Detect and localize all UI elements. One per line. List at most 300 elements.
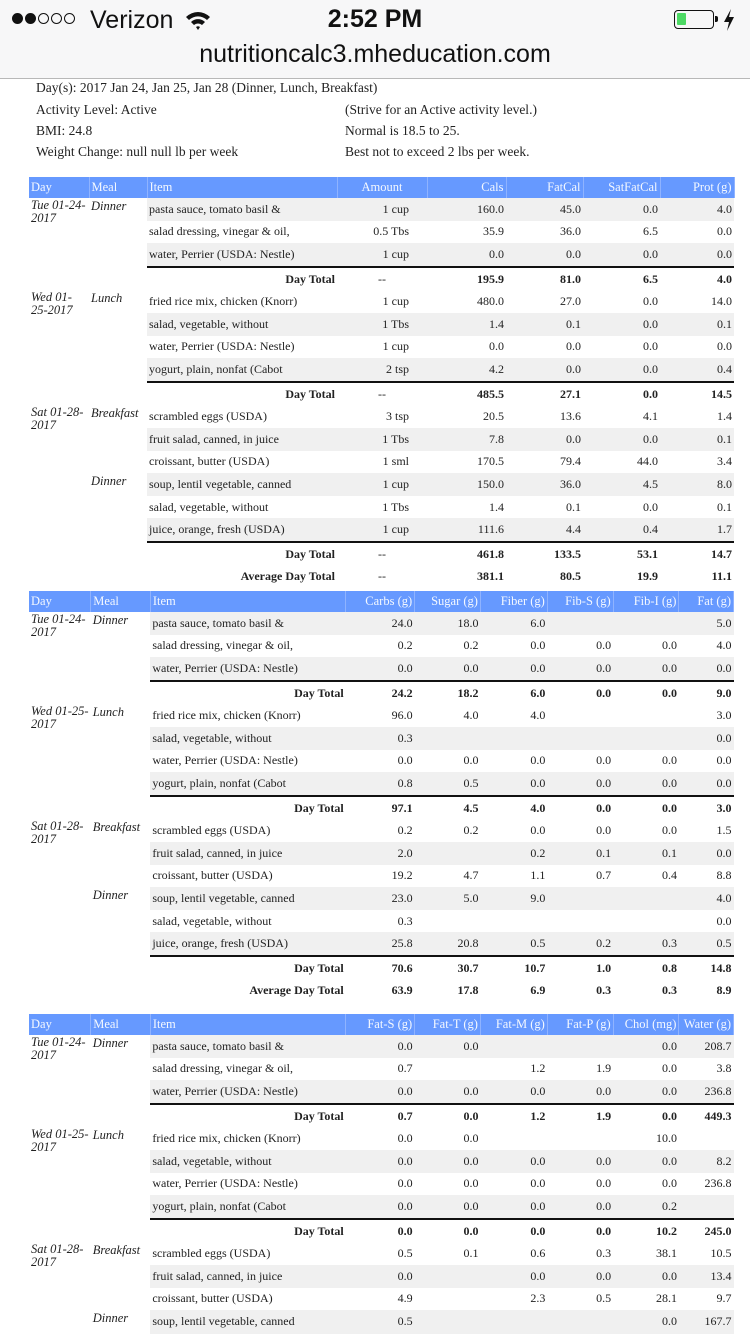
value-cell: 0.7	[397, 1061, 413, 1076]
value-cell: 0.4	[660, 358, 734, 382]
column-header: Item	[150, 591, 345, 612]
item-cell: croissant, butter (USDA)	[152, 1291, 273, 1306]
carrier-name: Verizon	[90, 6, 174, 34]
value-cell	[415, 1265, 481, 1288]
value-cell: 3.4	[717, 454, 732, 469]
value-cell: 2 tsp	[337, 358, 427, 382]
value-cell: 0.0	[566, 339, 581, 354]
value-cell	[547, 1035, 613, 1058]
day-total-label: Day Total	[150, 1104, 345, 1128]
value-cell: 44.0	[637, 454, 658, 469]
value-cell: 0.8	[346, 772, 415, 796]
column-header: FatCal	[506, 177, 583, 198]
value-cell	[613, 887, 679, 910]
value-cell	[679, 1195, 734, 1219]
value-cell: 0.1	[613, 842, 679, 865]
value-cell: 0.5 Tbs	[373, 224, 409, 239]
day-cell: Sat 01-28-​2017	[29, 1242, 91, 1333]
spacer	[29, 796, 91, 820]
total-value: 4.0	[660, 267, 734, 291]
item-cell: pasta sauce, tomato basil &	[150, 612, 345, 635]
value-cell: 0.0	[643, 339, 658, 354]
meal-cell: Breakfast	[91, 819, 151, 887]
value-cell	[415, 842, 481, 865]
value-cell: 0.0	[716, 753, 732, 768]
day-cell: Tue 01-24-​2017	[29, 198, 89, 267]
value-cell: 0.0	[596, 1176, 612, 1191]
value-cell: 0.5	[346, 1310, 415, 1334]
value-cell: 0.1	[660, 428, 734, 451]
value-cell: 0.0	[346, 1265, 415, 1288]
value-cell: 0.0	[679, 727, 734, 750]
total-value: 0.0	[415, 1104, 481, 1128]
value-cell: 4.1	[643, 409, 658, 424]
day-total-label: Day Total	[150, 796, 345, 820]
item-cell: soup, lentil vegetable, canned	[150, 887, 345, 910]
item-cell: yogurt, plain, nonfat (Cabot	[150, 1195, 345, 1219]
item-cell: water, Perrier (USDA: Nestle)	[147, 243, 337, 267]
meal-cell: Breakfast	[91, 1242, 151, 1310]
value-cell: 1 Tbs	[337, 428, 427, 451]
value-cell: 0.0	[613, 1310, 679, 1334]
value-cell	[547, 704, 613, 727]
value-cell: 18.0	[415, 612, 481, 635]
item-cell: scrambled eggs (USDA)	[152, 1246, 271, 1261]
value-cell: 0.0	[530, 753, 546, 768]
value-cell: 1.9	[596, 1061, 612, 1076]
table-header-row	[29, 591, 734, 612]
value-cell	[547, 727, 613, 750]
value-cell: 111.6	[427, 518, 506, 542]
total-value: 53.1	[583, 542, 660, 566]
value-cell: 8.2	[679, 1150, 734, 1173]
value-cell: 3.8	[716, 1061, 732, 1076]
total-value: 4.5	[415, 796, 481, 820]
item-cell: salad, vegetable, without	[152, 913, 272, 928]
table-row	[29, 405, 734, 428]
value-cell: 0.5	[415, 772, 481, 796]
value-cell: 0.3	[397, 913, 413, 928]
spacer	[29, 980, 91, 1003]
value-cell: 160.0	[427, 198, 506, 221]
value-cell	[480, 727, 547, 750]
value-cell: 150.0	[427, 473, 506, 496]
value-cell: 4.0	[716, 638, 732, 653]
value-cell: 0.0	[717, 224, 732, 239]
total-value: 0.0	[415, 1219, 481, 1243]
item-cell: fruit salad, canned, in juice	[150, 842, 345, 865]
total-value: 0.0	[346, 1219, 415, 1243]
value-cell: 0.0	[415, 1150, 481, 1173]
value-cell	[613, 910, 679, 933]
spacer	[89, 566, 147, 589]
value-cell	[547, 1127, 613, 1150]
value-cell: 0.0	[506, 243, 583, 267]
item-cell: salad dressing, vinegar & oil,	[149, 224, 290, 239]
item-cell: juice, orange, fresh (USDA)	[150, 932, 345, 956]
value-cell: 1.5	[716, 823, 732, 838]
value-cell: 0.0	[583, 428, 660, 451]
column-header: Meal	[91, 591, 151, 612]
meal-cell: Dinner	[91, 612, 151, 681]
spacer	[89, 542, 147, 566]
battery-level	[677, 13, 686, 25]
average-value: 19.9	[637, 569, 658, 584]
value-cell: 236.8	[679, 1080, 734, 1104]
average-value: 0.3	[596, 983, 612, 998]
spacer	[29, 956, 91, 980]
average-value: 63.9	[391, 983, 413, 998]
total-value: 18.2	[415, 681, 481, 705]
nutrition-table-fats	[29, 1014, 734, 1334]
item-cell: fruit salad, canned, in juice	[147, 428, 337, 451]
value-cell	[547, 1310, 613, 1334]
value-cell: 0.1	[547, 842, 613, 865]
value-cell: 35.9	[483, 224, 504, 239]
activity-note: (Strive for an Active activity level.)	[345, 102, 537, 117]
total-value: 3.0	[679, 796, 734, 820]
total-value: 14.7	[660, 542, 734, 566]
total-value: 81.0	[506, 267, 583, 291]
url-text[interactable]: nutritioncalc3.mheducation.com	[199, 40, 551, 68]
spacer	[89, 382, 147, 406]
column-header: Fat-S (g)	[346, 1014, 415, 1035]
column-header: Day	[29, 177, 89, 198]
value-cell: 1 cup	[382, 294, 409, 309]
value-cell: 0.5	[596, 1291, 612, 1306]
value-cell: 8.8	[716, 868, 732, 883]
average-value: 11.1	[711, 569, 732, 584]
average-day-total-label: Average Day Total	[249, 983, 344, 998]
day-total-row	[29, 681, 734, 705]
value-cell: 0.0	[547, 772, 613, 796]
column-header: Fib-I (g)	[613, 591, 679, 612]
value-cell: 2.0	[346, 842, 415, 865]
meal-cell: Breakfast	[89, 405, 147, 473]
value-cell: 170.5	[477, 454, 504, 469]
item-cell: water, Perrier (USDA: Nestle)	[150, 1080, 345, 1104]
total-value: 195.9	[427, 267, 506, 291]
total-value: 0.0	[613, 681, 679, 705]
value-cell: 0.5	[397, 1246, 413, 1261]
value-cell: 45.0	[506, 198, 583, 221]
item-cell: croissant, butter (USDA)	[149, 454, 270, 469]
average-day-total-row	[29, 566, 734, 589]
day-total-row	[29, 542, 734, 566]
value-cell	[415, 727, 481, 750]
total-value: 1.2	[480, 1104, 547, 1128]
value-cell: 36.0	[506, 473, 583, 496]
value-cell: 23.0	[346, 887, 415, 910]
value-cell: 0.0	[346, 657, 415, 681]
value-cell: 1 cup	[337, 198, 427, 221]
value-cell: 1 cup	[337, 518, 427, 542]
column-header: Meal	[91, 1014, 151, 1035]
nutrition-table-calories	[29, 177, 735, 588]
day-cell: Tue 01-24-​2017	[29, 1035, 91, 1104]
value-cell: 0.0	[613, 1080, 679, 1104]
day-total-row	[29, 267, 734, 291]
value-cell: 4.0	[530, 708, 546, 723]
table-row	[29, 473, 734, 496]
total-value: 6.0	[480, 681, 547, 705]
value-cell: 0.0	[547, 1150, 613, 1173]
value-cell: 0.7	[596, 868, 612, 883]
spacer	[29, 681, 91, 705]
meal-cell: Dinner	[91, 887, 151, 956]
value-cell: 0.0	[661, 1176, 677, 1191]
address-bar[interactable]	[0, 40, 750, 79]
value-cell: 0.0	[480, 1080, 547, 1104]
day-total-row	[29, 382, 734, 406]
total-value: 27.1	[506, 382, 583, 406]
value-cell: 0.2	[397, 638, 413, 653]
spacer	[91, 1104, 151, 1128]
total-value: 0.0	[547, 796, 613, 820]
value-cell: 0.0	[613, 657, 679, 681]
value-cell: 0.1	[717, 499, 732, 514]
item-cell: scrambled eggs (USDA)	[149, 409, 267, 424]
value-cell: 0.0	[583, 358, 660, 382]
value-cell: 0.0	[489, 339, 504, 354]
value-cell: 0.0	[547, 1265, 613, 1288]
column-header: Item	[150, 1014, 345, 1035]
value-cell	[480, 910, 547, 933]
value-cell: 0.0	[480, 1265, 547, 1288]
average-value: 17.8	[457, 983, 479, 998]
value-cell: 0.0	[661, 1061, 677, 1076]
column-header: Fat-M (g)	[480, 1014, 547, 1035]
value-cell	[480, 1310, 547, 1334]
value-cell: 0.2	[397, 823, 413, 838]
item-cell: salad, vegetable, without	[150, 727, 345, 750]
item-cell: soup, lentil vegetable, canned	[150, 1310, 345, 1334]
meal-cell: Lunch	[91, 704, 151, 795]
value-cell: 79.4	[560, 454, 581, 469]
average-day-total-label: Average Day Total	[240, 569, 335, 584]
day-total-label: Day Total	[147, 267, 337, 291]
value-cell: 0.0	[415, 1195, 481, 1219]
total-value: 14.5	[660, 382, 734, 406]
average-value: 0.3	[661, 983, 677, 998]
total-value: 1.0	[547, 956, 613, 980]
value-cell: 1.4	[489, 499, 504, 514]
day-cell: Wed 01-25-​2017	[29, 290, 89, 381]
total-value: 14.8	[679, 956, 734, 980]
value-cell: 1 cup	[382, 339, 409, 354]
day-cell: Tue 01-24-​2017	[29, 612, 91, 681]
value-cell: 6.5	[643, 224, 658, 239]
total-value: 0.8	[613, 956, 679, 980]
value-cell	[415, 1058, 481, 1081]
value-cell: 0.0	[397, 753, 413, 768]
item-cell: salad dressing, vinegar & oil,	[152, 638, 293, 653]
meal-cell: Dinner	[91, 1035, 151, 1104]
table-row	[29, 1035, 734, 1058]
value-cell: 0.0	[643, 499, 658, 514]
item-cell: pasta sauce, tomato basil &	[147, 198, 337, 221]
item-cell: fruit salad, canned, in juice	[150, 1265, 345, 1288]
value-cell: 0.0	[506, 358, 583, 382]
clock: 2:52 PM	[327, 5, 423, 33]
column-header: Carbs (g)	[346, 591, 415, 612]
total-value: 4.0	[480, 796, 547, 820]
value-cell: 1 Tbs	[337, 313, 427, 336]
column-header: Day	[29, 591, 91, 612]
value-cell: 1.2	[530, 1061, 546, 1076]
total-value: 0.7	[346, 1104, 415, 1128]
table-row	[29, 1127, 734, 1150]
value-cell: 0.0	[613, 1150, 679, 1173]
value-cell: 0.0	[613, 1035, 679, 1058]
day-cell: Sat 01-28-​2017	[29, 819, 91, 956]
value-cell: 4.2	[427, 358, 506, 382]
item-cell: scrambled eggs (USDA)	[152, 823, 271, 838]
total-value: 30.7	[415, 956, 481, 980]
column-header: Cals	[427, 177, 506, 198]
item-cell: water, Perrier (USDA: Nestle)	[149, 339, 295, 354]
column-header: SatFatCal	[583, 177, 660, 198]
value-cell: 38.1	[655, 1246, 677, 1261]
value-cell: 4.7	[463, 868, 479, 883]
value-cell: 9.0	[480, 887, 547, 910]
value-cell: 0.0	[346, 1035, 415, 1058]
value-cell: 0.0	[660, 243, 734, 267]
day-total-label: Day Total	[150, 956, 345, 980]
value-cell: 0.0	[530, 638, 546, 653]
total-value: --	[337, 382, 427, 406]
value-cell: 0.4	[583, 518, 660, 542]
value-cell: 0.0	[397, 1176, 413, 1191]
item-cell: water, Perrier (USDA: Nestle)	[152, 1176, 298, 1191]
item-cell: fried rice mix, chicken (Knorr)	[152, 708, 301, 723]
total-value: 133.5	[506, 542, 583, 566]
value-cell	[547, 910, 613, 933]
weight-change: Weight Change: null null lb per week	[36, 144, 239, 159]
bmi-note: Normal is 18.5 to 25.	[345, 123, 460, 138]
value-cell: 4.0	[660, 198, 734, 221]
value-cell: 0.2	[463, 823, 479, 838]
value-cell: 0.0	[480, 772, 547, 796]
item-cell: water, Perrier (USDA: Nestle)	[150, 657, 345, 681]
value-cell: 0.0	[583, 198, 660, 221]
total-value: 1.9	[547, 1104, 613, 1128]
value-cell: 0.0	[613, 1265, 679, 1288]
spacer	[89, 267, 147, 291]
total-value: 6.5	[583, 267, 660, 291]
table-row	[29, 1310, 734, 1334]
value-cell: 0.0	[717, 339, 732, 354]
item-cell: salad, vegetable, without	[149, 499, 269, 514]
value-cell: 1.4	[717, 409, 732, 424]
value-cell: 0.0	[661, 823, 677, 838]
table-row	[29, 1242, 734, 1265]
table-row	[29, 612, 734, 635]
value-cell: 0.0	[346, 1195, 415, 1219]
value-cell	[613, 727, 679, 750]
value-cell: 0.0	[346, 1150, 415, 1173]
table-row	[29, 198, 734, 221]
day-total-row	[29, 956, 734, 980]
total-value: 9.0	[679, 681, 734, 705]
value-cell: 0.0	[480, 657, 547, 681]
total-value: 485.5	[427, 382, 506, 406]
average-value: 6.9	[530, 983, 546, 998]
value-cell: 0.2	[547, 932, 613, 956]
average-day-total-row	[29, 980, 734, 1003]
item-cell: juice, orange, fresh (USDA)	[147, 518, 337, 542]
value-cell: 0.0	[415, 1035, 481, 1058]
value-cell: 10.5	[710, 1246, 732, 1261]
value-cell: 0.0	[679, 657, 734, 681]
total-value: 10.2	[613, 1219, 679, 1243]
value-cell: 9.7	[716, 1291, 732, 1306]
day-cell: Sat 01-28-​2017	[29, 405, 89, 542]
value-cell: 4.4	[506, 518, 583, 542]
activity-level: Activity Level: Active	[36, 102, 157, 117]
average-value: --	[378, 569, 386, 584]
value-cell: 0.0	[506, 428, 583, 451]
value-cell: 7.8	[427, 428, 506, 451]
value-cell: 208.7	[679, 1035, 734, 1058]
value-cell: 4.5	[583, 473, 660, 496]
value-cell: 0.0	[530, 1176, 546, 1191]
column-header: Amount	[337, 177, 427, 198]
value-cell	[547, 612, 613, 635]
value-cell: 14.0	[711, 294, 732, 309]
column-header: Chol (mg)	[613, 1014, 679, 1035]
value-cell	[415, 910, 481, 933]
status-bar	[0, 0, 750, 40]
value-cell	[415, 1288, 481, 1311]
value-cell: 0.2	[480, 842, 547, 865]
column-header: Fib-S (g)	[547, 591, 613, 612]
table-row	[29, 704, 734, 727]
value-cell: 0.0	[530, 823, 546, 838]
value-cell	[480, 1127, 547, 1150]
item-cell: soup, lentil vegetable, canned	[147, 473, 337, 496]
value-cell: 0.1	[566, 499, 581, 514]
value-cell: 0.0	[547, 1080, 613, 1104]
value-cell: 0.0	[463, 753, 479, 768]
value-cell: 3.0	[716, 708, 732, 723]
value-cell	[547, 887, 613, 910]
value-cell	[480, 1035, 547, 1058]
value-cell: 28.1	[655, 1291, 677, 1306]
value-cell: 20.5	[483, 409, 504, 424]
value-cell: 2.3	[530, 1291, 546, 1306]
value-cell	[613, 704, 679, 727]
value-cell: 1 sml	[382, 454, 409, 469]
value-cell: 4.9	[397, 1291, 413, 1306]
value-cell: 0.0	[679, 772, 734, 796]
value-cell: 0.5	[480, 932, 547, 956]
total-value: 0.0	[583, 382, 660, 406]
bmi: BMI: 24.8	[36, 123, 93, 138]
column-header: Water (g)	[679, 1014, 734, 1035]
spacer	[91, 796, 151, 820]
item-cell: salad, vegetable, without	[147, 313, 337, 336]
value-cell: 1.7	[660, 518, 734, 542]
value-cell: 1 cup	[337, 243, 427, 267]
nutrition-table-carbs	[29, 591, 734, 1002]
item-cell: yogurt, plain, nonfat (Cabot	[147, 358, 337, 382]
table-row	[29, 819, 734, 842]
value-cell: 0.1	[506, 313, 583, 336]
column-header: Fat-P (g)	[547, 1014, 613, 1035]
day-cell: Wed 01-25-​2017	[29, 1127, 91, 1218]
value-cell: 0.4	[661, 868, 677, 883]
